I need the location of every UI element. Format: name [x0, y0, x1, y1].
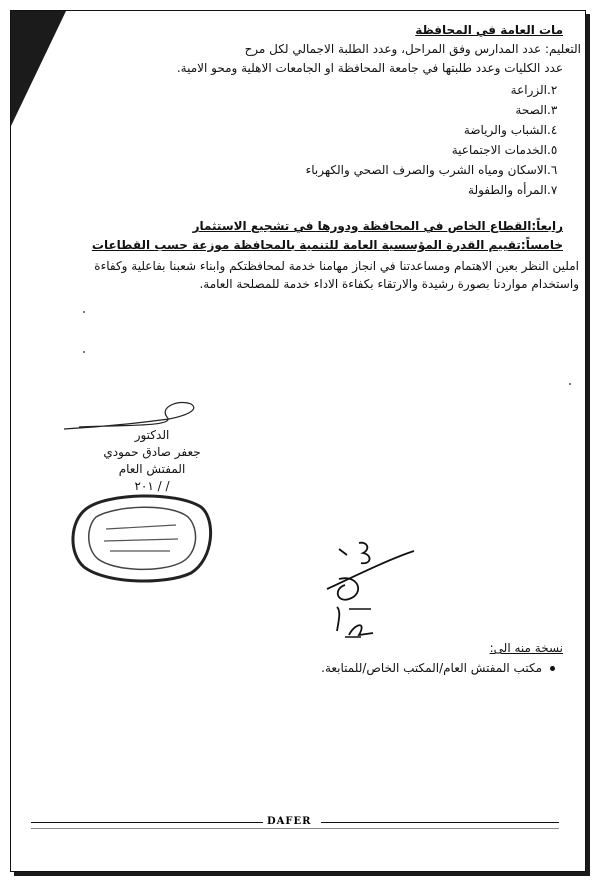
speck — [569, 383, 571, 385]
closing-line-1: املين النظر بعين الاهتمام ومساعدتنا في انجاز مهامنا خدمة لمحافظتكم وابناء شعبنا بفاعلية وكفاءة — [94, 259, 579, 273]
footer-rule-left — [31, 822, 263, 823]
copy-to-label: نسخة منه الى: — [489, 641, 563, 655]
bullet-icon — [550, 666, 555, 671]
handwritten-note — [319, 539, 429, 654]
signer-position: المفتش العام — [118, 462, 186, 476]
closing-line-2: واستخدام مواردنا بصورة رشيدة والارتقاء بكفاءة الاداء خدمة للمصلحة العامة. — [199, 277, 579, 291]
folded-corner — [11, 11, 71, 131]
section-heading: مات العامة في المحافظة — [415, 23, 563, 37]
list-item: ٥.الخدمات الاجتماعية — [451, 143, 558, 157]
list-item: ٧.المرأه والطفولة — [468, 183, 558, 197]
education-line: التعليم: عدد المدارس وفق المراحل، وعدد الطلبة الاجمالي لكل مرح — [244, 42, 581, 56]
section-fourth: رابعاً:القطاع الخاص في المحافظة ودورها في تشجيع الاستثمار — [192, 219, 563, 233]
list-item: ٤.الشباب والرياضة — [463, 123, 558, 137]
footer-text: DAFER — [267, 816, 312, 827]
section-fifth: خامساً:تقييم القدرة المؤسسية العامة للتنمية بالمحافظة موزعة حسب القطاعات — [91, 238, 563, 252]
signature-date: ٢٠١ / / — [134, 479, 170, 493]
education-line-2: عدد الكليات وعدد طلبتها في جامعة المحافظة او الجامعات الاهلية ومحو الامية. — [176, 61, 563, 75]
footer-rule-thin — [31, 828, 559, 829]
list-item: ٣.الصحة — [515, 103, 558, 117]
list-item: ٢.الزراعة — [510, 83, 558, 97]
speck — [83, 351, 85, 353]
speck — [83, 311, 85, 313]
list-item: ٦.الاسكان ومياه الشرب والصرف الصحي والكهرباء — [305, 163, 558, 177]
signer-title: الدكتور — [134, 428, 170, 442]
document-page — [10, 10, 586, 872]
official-stamp — [66, 489, 216, 584]
copy-to-item: مكتب المفتش العام/المكتب الخاص/للمتابعة. — [321, 661, 555, 675]
signer-name: جعفر صادق حمودي — [103, 445, 201, 459]
footer-rule-right — [321, 822, 559, 823]
